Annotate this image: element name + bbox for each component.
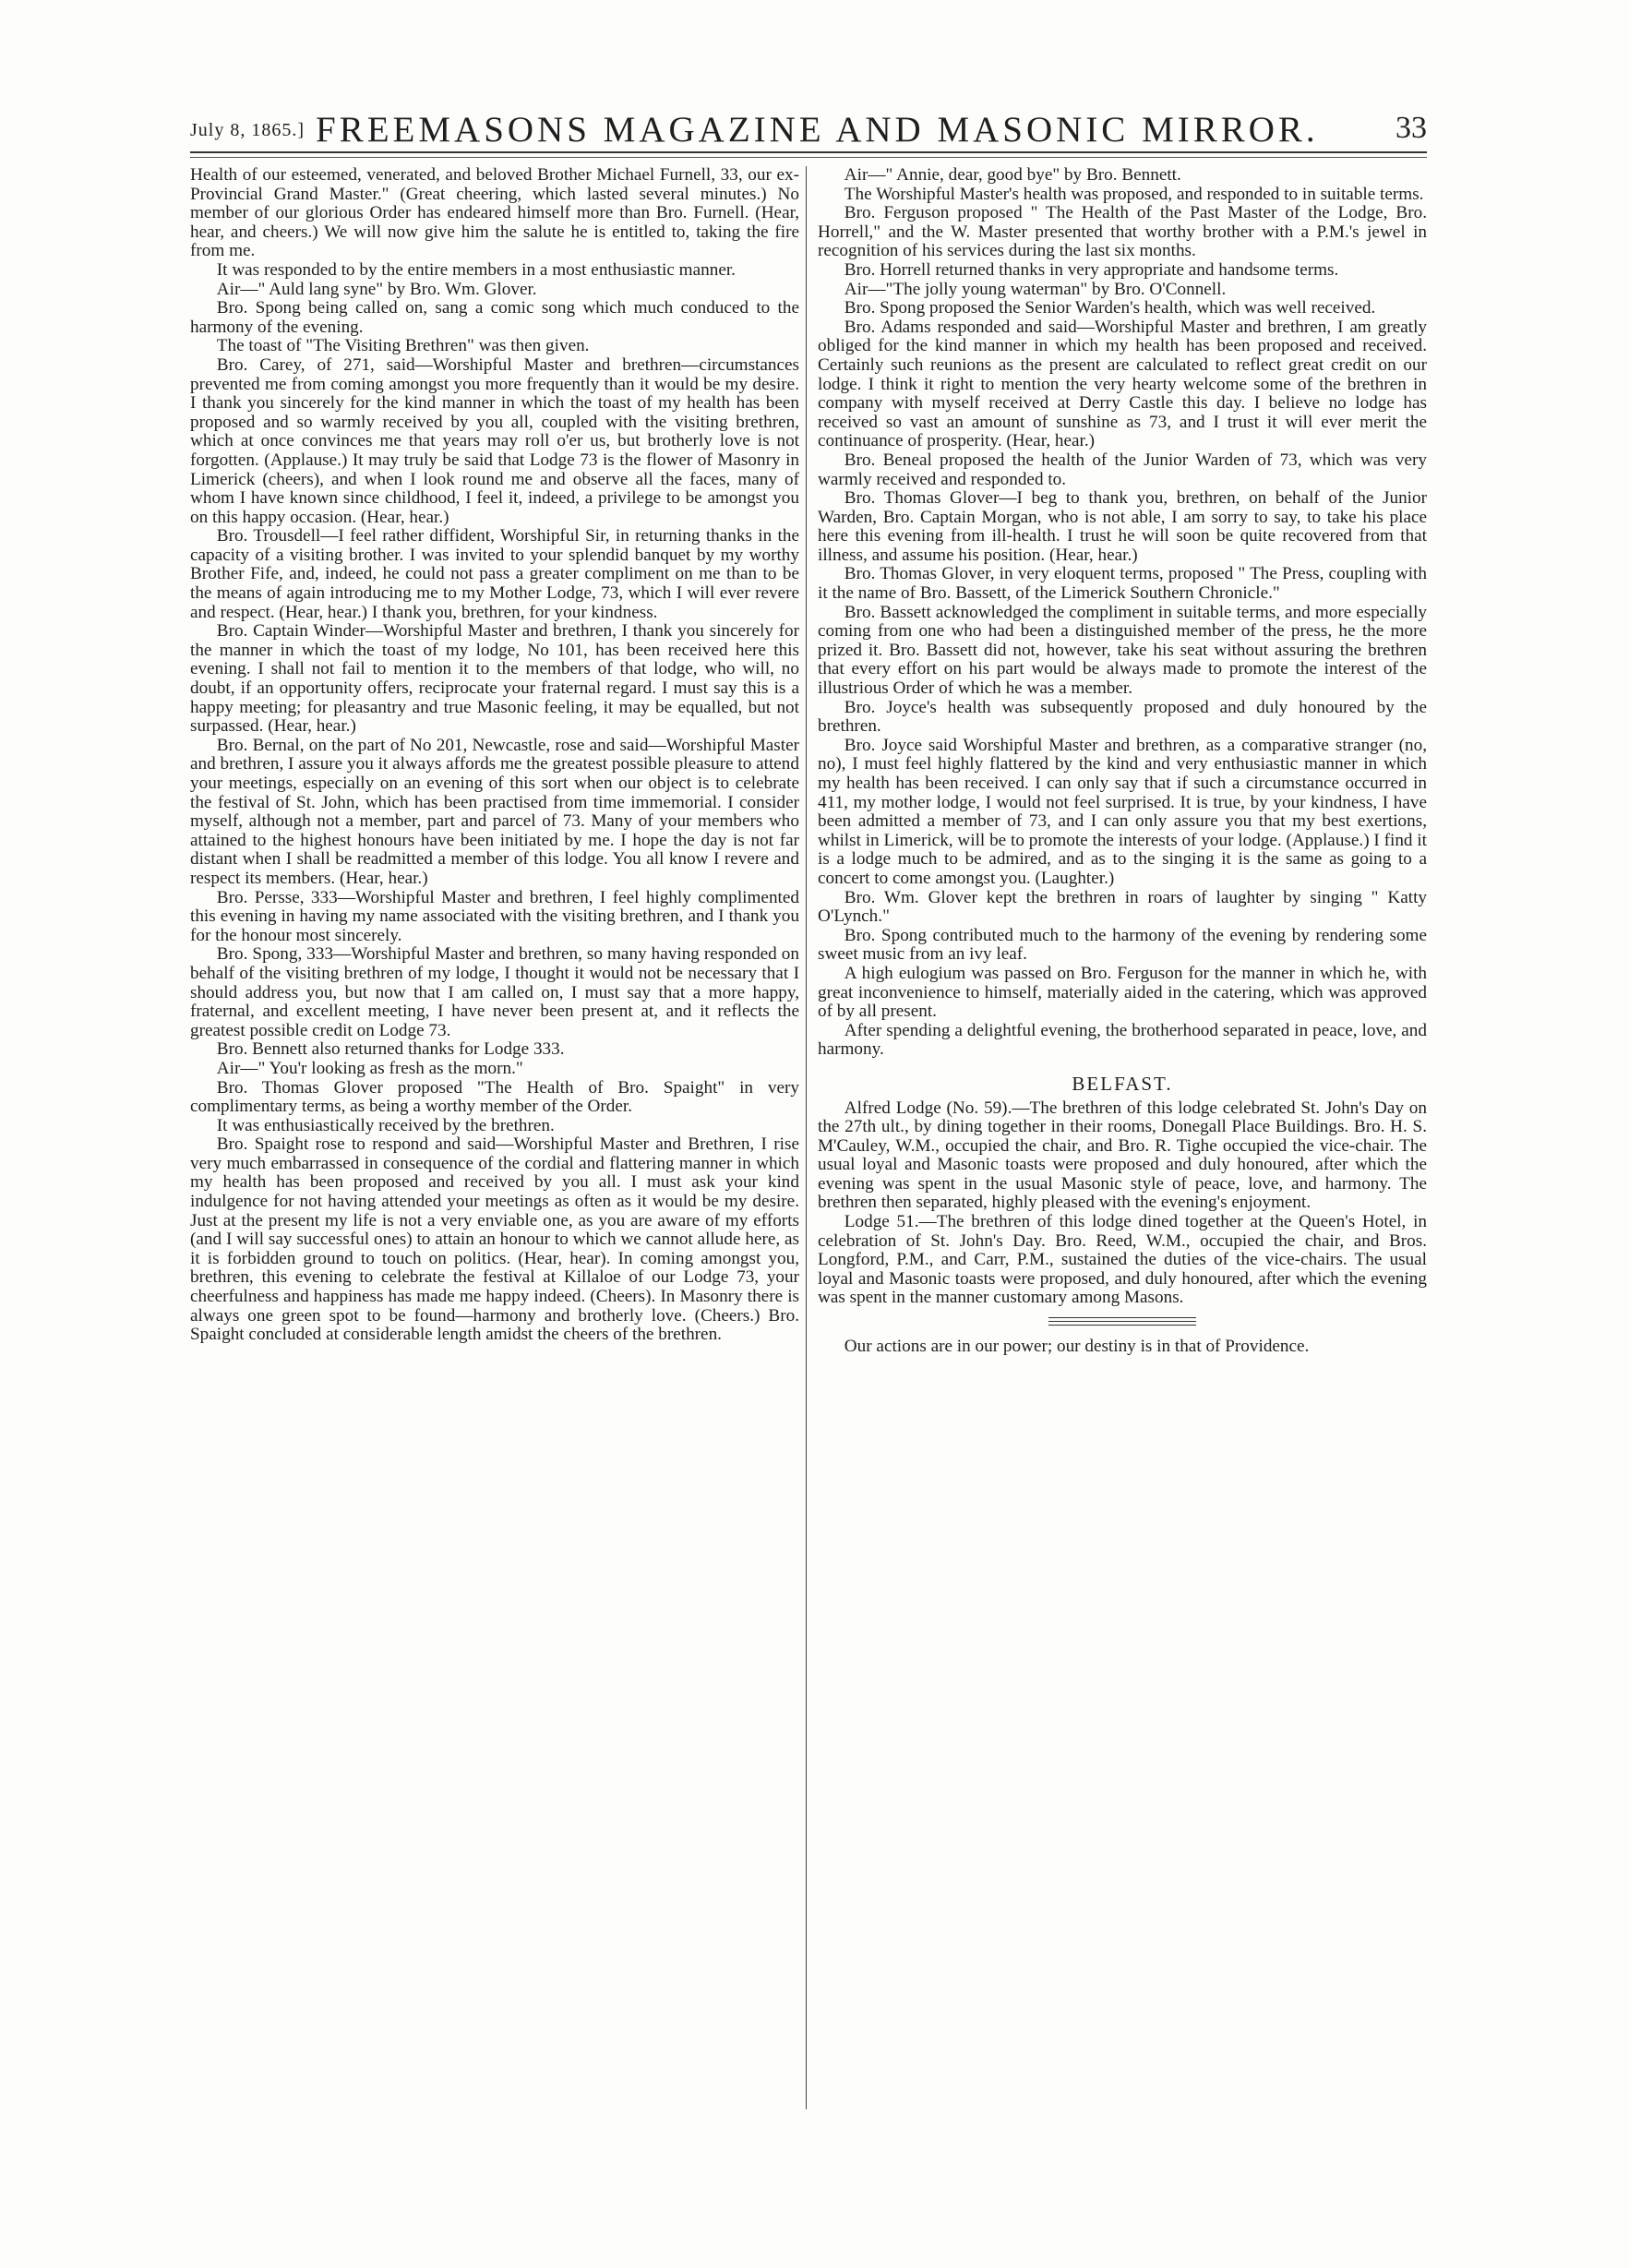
paragraph: Bro. Thomas Glover, in very eloquent terms, proposed " The Press, coupling with it the name of Bro. Bassett, of the Limerick Southern Chronicle." — [818, 564, 1427, 604]
paragraph: Bro. Bassett acknowledged the compliment in suitable terms, and more especially coming from one who had been a distinguished member of the press, he the more prized it. Bro. Bassett did not, however, take his seat without assuring the brethren that every effort on his part would be always made to promote the interest of the illustrious Order of which he was a member. — [818, 602, 1427, 699]
paragraph: It was responded to by the entire members in a most enthusiastic manner. — [216, 259, 736, 280]
paragraph: Bro. Carey, of 271, said—Worshipful Master and brethren—circumstances prevented me from coming amongst you more frequently than it would be my desire. I thank you sincerely for the kind manner in which the toast of my health has been proposed and so warmly received by you all, coupled with the visiting brethren, which at once convinces me that years may roll o'er us, but brotherly love is not forgotten. (Applause.) It may truly be said that Lodge 73 is the flower of Masonry in Limerick (cheers), and when I look round me and observe all the faces, many of whom I have known since childhood, I feel it, indeed, a privilege to be amongst you on this happy occasion. (Hear, hear.) — [190, 354, 799, 527]
paragraph: Health of our esteemed, venerated, and beloved Brother Michael Furnell, 33, our ex-Provincial Grand Master." (Great cheering, which lasted several minutes.) No member of our glorious Order has endeared himself more than Bro. Furnell. (Hear, hear, and cheers.) We will now give him the salute he is entitled to, taking the fire from me. — [190, 165, 799, 261]
header-rule — [190, 151, 1427, 153]
paragraph: Bro. Adams responded and said—Worshipful Master and brethren, I am greatly obliged for the kind manner in which my health has been proposed and received. Certainly such reunions as the present are calculated to reflect great credit on our lodge. I think it right to mention the very hearty welcome some of the brethren in company with myself received at Derry Castle this day. I believe no lodge has received so vast an amount of sunshine as 73, and I trust it will ever merit the continuance of prosperity. (Hear, hear.) — [818, 317, 1427, 451]
header-rule-thin — [190, 157, 1427, 158]
paragraph: Bro. Spong being called on, sang a comic song which much conduced to the harmony of the evening. — [190, 298, 799, 337]
paragraph: Bro. Joyce said Worshipful Master and brethren, as a comparative stranger (no, no), I must feel highly flattered by the kind and very enthusiastic manner in which my health has been received. I can only say that if such a circumstance occurred in 411, my mother lodge, I would not feel surprised. It is true, by your kindness, I have been admitted a member of 73, and I can only assure you that my best exertions, whilst in Limerick, will be to promote the interests of your lodge. (Applause.) I find it is a lodge much to be admired, and as to the singing it is the same as going to a concert to come amongst you. (Laughter.) — [818, 735, 1427, 888]
section-heading-belfast: BELFAST. — [1072, 1072, 1173, 1095]
left-column — [190, 166, 799, 1345]
paragraph: After spending a delightful evening, the brotherhood separated in peace, love, and harmony. — [818, 1020, 1427, 1060]
paragraph: The toast of "The Visiting Brethren" was then given. — [216, 336, 590, 356]
paragraph: Bro. Captain Winder—Worshipful Master and brethren, I thank you sincerely for the manner in which the toast of my lodge, No 101, has been received here this evening. I shall not fail to mention it to the members of that lodge, who will, no doubt, if an opportunity offers, reciprocate your fraternal regard. I must say this is a happy meeting; for pleasantry and true Masonic feeling, it may be equalled, but not surpassed. (Hear, hear.) — [190, 621, 799, 737]
closing-maxim: Our actions are in our power; our destiny is in that of Providence. — [844, 1337, 1310, 1357]
paragraph: Bro. Bernal, on the part of No 201, Newcastle, rose and said—Worshipful Master and brethren, I assure you it always affords me the greatest possible pleasure to attend your meetings, especially on an evening of this sort when our object is to celebrate the festival of St. John, which has been practised from time immemorial. I consider myself, although not a member, part and parcel of 73. Many of your members who attained to the highest honours have been initiated by me. I hope the day is not far distant when I shall be readmitted a member of this lodge. You all know I revere and respect its members. (Hear, hear.) — [190, 735, 799, 888]
paragraph: Bro. Spaight rose to respond and said—Worshipful Master and Brethren, I rise very much embarrassed in consequence of the cordial and flattering manner in which my health has been proposed and received by you all. I must ask your kind indulgence for not having attended your meetings as often as it would be my desire. Just at the present my life is not a very enviable one, as you are aware of my efforts (and I will say successful ones) to attain an honour to which we cannot allude here, as it is forbidden ground to touch on politics. (Hear, hear). In coming amongst you, brethren, this evening to celebrate the festival at Killaloe of our Lodge 73, your cheerfulness and happiness has made me happy indeed. (Cheers). In Masonry there is always one green spot to be found—harmony and brotherly love. (Cheers.) Bro. Spaight concluded at considerable length amidst the cheers of the brethren. — [190, 1134, 799, 1345]
paragraph: Bro. Joyce's health was subsequently proposed and duly honoured by the brethren. — [818, 697, 1427, 737]
paragraph: Alfred Lodge (No. 59).—The brethren of this lodge celebrated St. John's Day on the 27th ult., by dining together in their rooms, Donegall Place Buildings. Bro. H. S. M'Cauley, W.M., occupied the chair, and Bro. R. Tighe occupied the vice-chair. The usual loyal and Masonic toasts were proposed and duly honoured, after which the evening was spent in the usual Masonic style of peace, love, and harmony. The brethren then separated, highly pleased with the evening's enjoyment. — [818, 1098, 1427, 1213]
paragraph: Air—" Annie, dear, good bye" by Bro. Bennett. — [844, 165, 1181, 185]
column-divider — [806, 166, 807, 2109]
magazine-title: FREEMASONS MAGAZINE AND MASONIC MIRROR. — [316, 110, 1319, 150]
paragraph: The Worshipful Master's health was proposed, and responded to in suitable terms. — [844, 184, 1424, 204]
paragraph: A high eulogium was passed on Bro. Ferguson for the manner in which he, with great inconvenience to himself, materially aided in the catering, which was approved of by all present. — [818, 963, 1427, 1022]
paragraph: Bro. Bennett also returned thanks for Lodge 333. — [216, 1039, 565, 1060]
paragraph: Air—" You'r looking as fresh as the morn." — [216, 1058, 523, 1078]
paragraph: Bro. Spong, 333—Worshipful Master and brethren, so many having responded on behalf of the visiting brethren of my lodge, I thought it would not be necessary that I should address you, but now that I am called on, I must say that a more happy, fraternal, and excellent meeting, I have never been present at, and it reflects the greatest possible credit on Lodge 73. — [190, 944, 799, 1040]
page-header — [190, 109, 1427, 150]
paragraph: It was enthusiastically received by the brethren. — [216, 1115, 555, 1135]
paragraph: Bro. Thomas Glover—I beg to thank you, brethren, on behalf of the Junior Warden, Bro. Captain Morgan, who is not able, I am sorry to say, to take his place here this evening from ill-health. I trust he will soon be quite recovered from that illness, and assume his position. (Hear, hear.) — [818, 488, 1427, 565]
paragraph: Bro. Trousdell—I feel rather diffident, Worshipful Sir, in returning thanks in the capacity of a visiting brother. I was invited to your splendid banquet by my worthy Brother Fife, and, indeed, he could not pass a greater compliment on me than to be the means of again introducing me to my Mother Lodge, 73, which I will ever revere and respect. (Hear, hear.) I thank you, brethren, for your kindness. — [190, 526, 799, 622]
paragraph: Bro. Horrell returned thanks in very appropriate and handsome terms. — [844, 259, 1339, 280]
right-column — [818, 166, 1427, 1357]
paragraph: Bro. Ferguson proposed " The Health of the Past Master of the Lodge, Bro. Horrell," and the W. Master presented that worthy brother with a P.M.'s jewel in recognition of his services during the last six months. — [818, 203, 1427, 261]
paragraph: Bro. Spong proposed the Senior Warden's health, which was well received. — [844, 298, 1376, 318]
page-number: 33 — [1395, 111, 1427, 145]
paragraph: Air—" Auld lang syne" by Bro. Wm. Glover. — [216, 279, 537, 299]
paragraph: Bro. Wm. Glover kept the brethren in roars of laughter by singing " Katty O'Lynch." — [818, 887, 1427, 927]
paragraph: Bro. Thomas Glover proposed "The Health of Bro. Spaight" in very complimentary terms, as being a worthy member of the Order. — [190, 1077, 799, 1117]
issue-date: July 8, 1865.] — [190, 120, 305, 140]
paragraph: Bro. Beneal proposed the health of the Junior Warden of 73, which was very warmly received and responded to. — [818, 450, 1427, 489]
paragraph: Air—"The jolly young waterman" by Bro. O'Connell. — [844, 279, 1227, 299]
ornamental-divider — [1048, 1317, 1196, 1326]
paragraph: Lodge 51.—The brethren of this lodge dined together at the Queen's Hotel, in celebration of St. John's Day. Bro. Reed, W.M., occupied the chair, and Bros. Longford, P.M., and Carr, P.M., sustained the duties of the vice-chairs. The usual loyal and Masonic toasts were proposed, and duly honoured, after which the evening was spent in the manner customary among Masons. — [818, 1212, 1427, 1308]
paragraph: Bro. Spong contributed much to the harmony of the evening by rendering some sweet music from an ivy leaf. — [818, 925, 1427, 965]
paragraph: Bro. Persse, 333—Worshipful Master and brethren, I feel highly complimented this evening in having my name associated with the visiting brethren, and I thank you for the honour most sincerely. — [190, 887, 799, 945]
